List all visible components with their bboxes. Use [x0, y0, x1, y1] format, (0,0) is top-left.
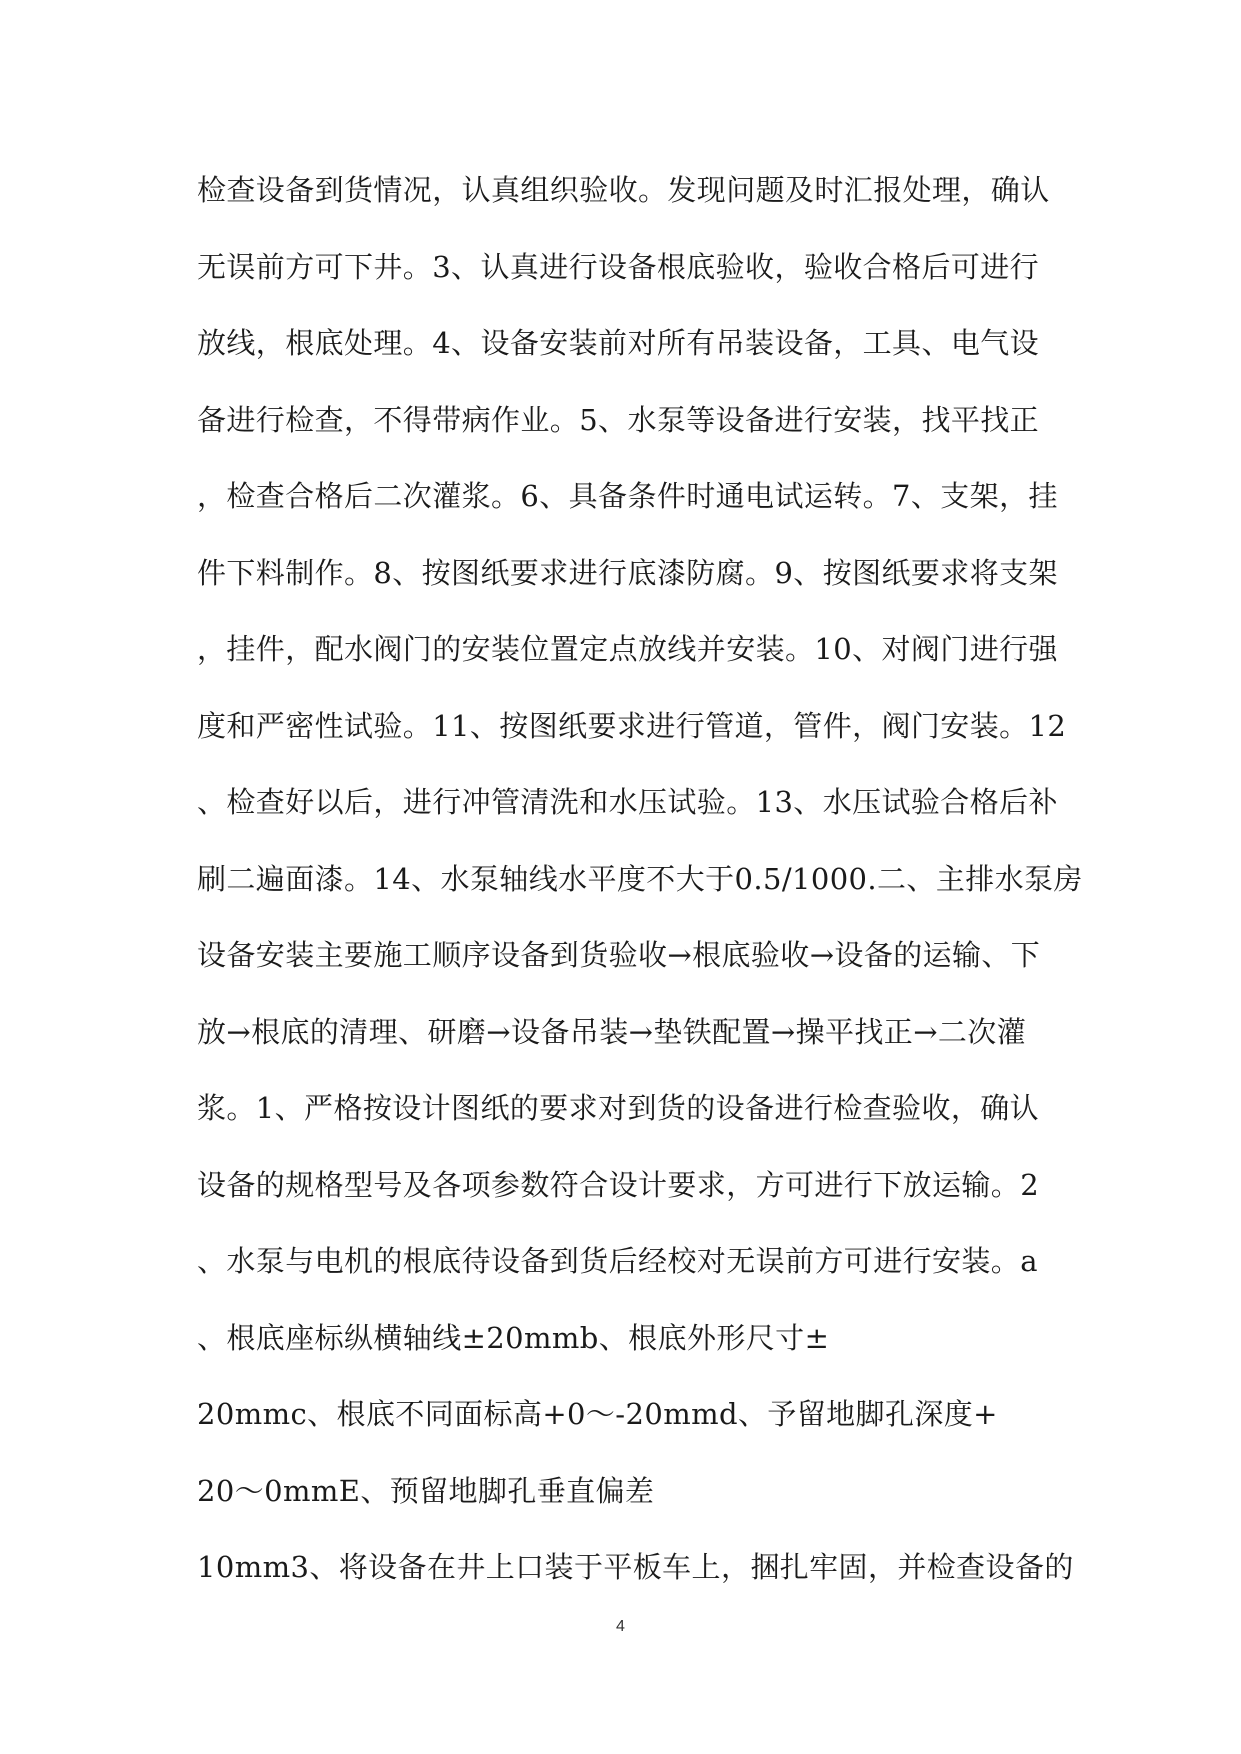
text-line: 、检查好以后，进行冲管清洗和水压试验。13、水压试验合格后补 [197, 785, 1058, 819]
text-line: 件下料制作。8、按图纸要求进行底漆防腐。9、按图纸要求将支架 [197, 555, 1058, 590]
body-text [197, 152, 1083, 1606]
text-line: 无误前方可下井。3、认真进行设备根底验收，验收合格后可进行 [197, 249, 1040, 284]
text-line: 放→根底的清理、研磨→设备吊装→垫铁配置→操平找正→二次灌 [197, 1014, 1027, 1049]
text-line: 设备的规格型号及各项参数符合设计要求，方可进行下放运输。2 [197, 1167, 1040, 1202]
text-line: 检查设备到货情况，认真组织验收。发现问题及时汇报处理，确认 [197, 173, 1050, 207]
text-line: 、水泵与电机的根底待设备到货后经校对无误前方可进行安装。a [197, 1244, 1038, 1278]
text-line: 度和严密性试验。11、按图纸要求进行管道，管件，阀门安装。12 [197, 708, 1067, 743]
text-line: 、根底座标纵横轴线±20mmb、根底外形尺寸± [197, 1320, 830, 1355]
text-line: 20mmc、根底不同面标高+0～-20mmd、予留地脚孔深度+ [197, 1397, 998, 1431]
text-line: ，检查合格后二次灌浆。6、具备条件时通电试运转。7、支架，挂 [197, 479, 1058, 513]
text-line: 放线，根底处理。4、设备安装前对所有吊装设备，工具、电气设 [197, 326, 1040, 360]
text-line: 浆。1、严格按设计图纸的要求对到货的设备进行检查验收，确认 [197, 1091, 1040, 1125]
text-line: 20～0mmE、预留地脚孔垂直偏差 [197, 1473, 655, 1508]
text-line: 10mm3、将设备在井上口装于平板车上，捆扎牢固，并检查设备的 [197, 1550, 1074, 1584]
text-line: 设备安装主要施工顺序设备到货验收→根底验收→设备的运输、下 [197, 938, 1041, 972]
text-line: 刷二遍面漆。14、水泵轴线水平度不大于0.5/1000.二、主排水泵房 [197, 861, 1083, 896]
page-number: 4 [616, 1618, 625, 1635]
text-line: ，挂件，配水阀门的安装位置定点放线并安装。10、对阀门进行强 [197, 632, 1058, 666]
text-line: 备进行检查，不得带病作业。5、水泵等设备进行安装，找平找正 [197, 402, 1040, 437]
